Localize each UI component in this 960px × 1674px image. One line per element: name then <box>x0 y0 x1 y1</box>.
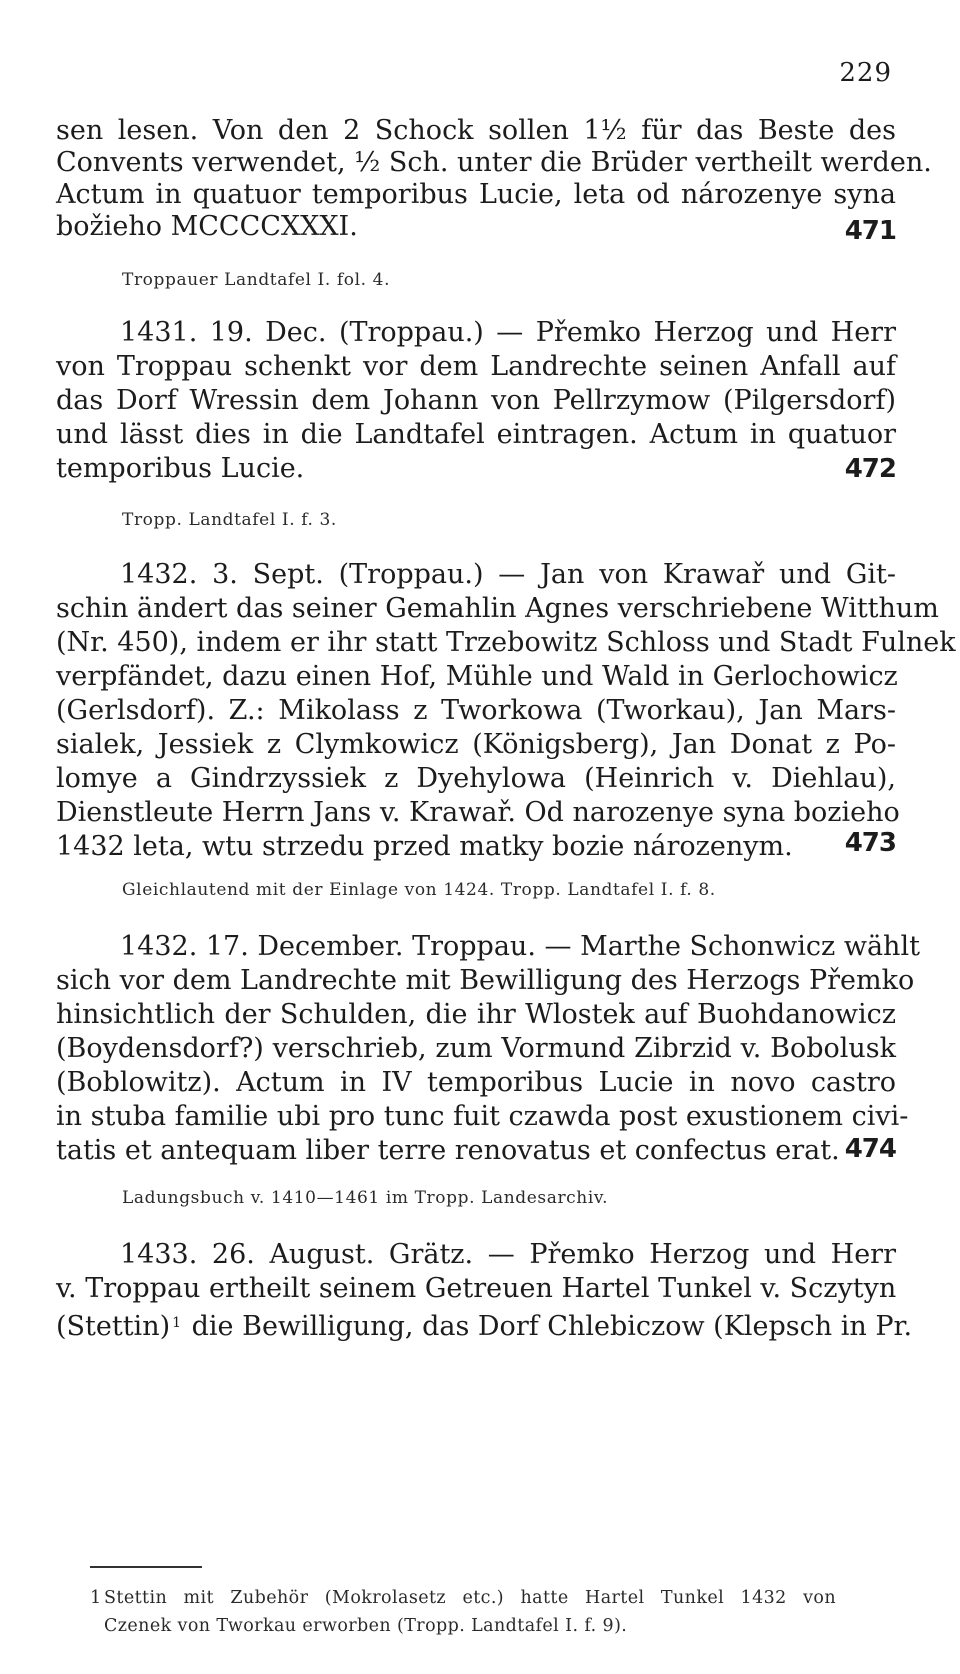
text-line: hinsichtlich der Schulden, die ihr Wlostek auf Buohdanowicz <box>56 999 896 1030</box>
text-fragment: die Bewilligung, das Dorf Chlebiczow (Klepsch in Pr. <box>183 1311 913 1342</box>
footnote-divider <box>90 1566 202 1568</box>
text-line: von Troppau schenkt vor dem Landrechte seinen Anfall auf <box>56 351 896 382</box>
text-line: das Dorf Wressin dem Johann von Pellrzymow (Pilgersdorf) <box>56 385 896 416</box>
text-line: temporibus Lucie. <box>56 453 305 484</box>
text-line: (Boydensdorf?) verschrieb, zum Vormund Zibrzid v. Bobolusk <box>56 1033 896 1064</box>
text-line: schin ändert das seiner Gemahlin Agnes verschriebene Witthum <box>56 593 939 624</box>
text-line-with-footnote <box>56 1304 913 1342</box>
text-line: Convents verwendet, ½ Sch. unter die Brüder vertheilt werden. <box>56 147 932 178</box>
text-line: sich vor dem Landrechte mit Bewilligung des Herzogs Přemko <box>56 965 915 996</box>
text-line: und lässt dies in die Landtafel eintragen. Actum in quatuor <box>56 419 896 450</box>
text-line: Actum in quatuor temporibus Lucie, leta od nározenye syna <box>56 179 896 210</box>
text-line: sialek, Jessiek z Clymkowicz (Königsberg), Jan Donat z Po- <box>56 729 896 760</box>
text-line: božieho MCCCCXXXI. <box>56 211 358 242</box>
entry-number: 473 <box>844 828 896 858</box>
source-citation: Tropp. Landtafel I. f. 3. <box>122 510 337 530</box>
page-number: 229 <box>839 58 892 88</box>
entry-number: 474 <box>844 1134 896 1164</box>
entry-number: 471 <box>844 216 896 246</box>
entry-heading-line: 1432. 17. December. Troppau. — Marthe Schonwicz wählt <box>120 931 920 962</box>
text-line: verpfändet, dazu einen Hof, Mühle und Wald in Gerlochowicz <box>56 661 898 692</box>
footnote-mark: 1 <box>90 1588 102 1608</box>
footnote-reference[interactable]: 1 <box>172 1315 182 1331</box>
text-line: (Boblowitz). Actum in IV temporibus Lucie in novo castro <box>56 1067 896 1098</box>
entry-heading-line: 1433. 26. August. Grätz. — Přemko Herzog und Herr <box>120 1239 896 1270</box>
text-line: 1432 leta, wtu strzedu przed matky bozie nározenym. <box>56 831 793 862</box>
text-line: (Gerlsdorf). Z.: Mikolass z Tworkowa (Tworkau), Jan Mars- <box>56 695 896 726</box>
text-line: lomye a Gindrzyssiek z Dyehylowa (Heinrich v. Diehlau), <box>56 763 896 794</box>
text-fragment: (Stettin) <box>56 1311 171 1342</box>
text-line: Dienstleute Herrn Jans v. Krawař. Od narozenye syna bozieho <box>56 797 900 828</box>
source-citation: Troppauer Landtafel I. fol. 4. <box>122 270 391 290</box>
entry-heading-line: 1432. 3. Sept. (Troppau.) — Jan von Krawař und Git- <box>120 559 896 590</box>
entry-number: 472 <box>844 454 896 484</box>
text-line: sen lesen. Von den 2 Schock sollen 1½ für das Beste des <box>56 115 896 146</box>
text-line: v. Troppau ertheilt seinem Getreuen Hartel Tunkel v. Sczytyn <box>56 1273 897 1304</box>
entry-heading-line: 1431. 19. Dec. (Troppau.) — Přemko Herzog und Herr <box>120 317 896 348</box>
text-line: in stuba familie ubi pro tunc fuit czawda post exustionem civi- <box>56 1101 909 1132</box>
text-line: tatis et antequam liber terre renovatus et confectus erat. <box>56 1135 840 1166</box>
source-citation: Ladungsbuch v. 1410—1461 im Tropp. Landesarchiv. <box>122 1188 609 1208</box>
source-citation: Gleichlautend mit der Einlage von 1424. Tropp. Landtafel I. f. 8. <box>122 880 716 900</box>
footnote-line: Stettin mit Zubehör (Mokrolasetz etc.) hatte Hartel Tunkel 1432 von <box>104 1588 836 1608</box>
footnote-line: Czenek von Tworkau erworben (Tropp. Landtafel I. f. 9). <box>104 1616 628 1636</box>
text-line: (Nr. 450), indem er ihr statt Trzebowitz Schloss und Stadt Fulnek <box>56 627 956 658</box>
